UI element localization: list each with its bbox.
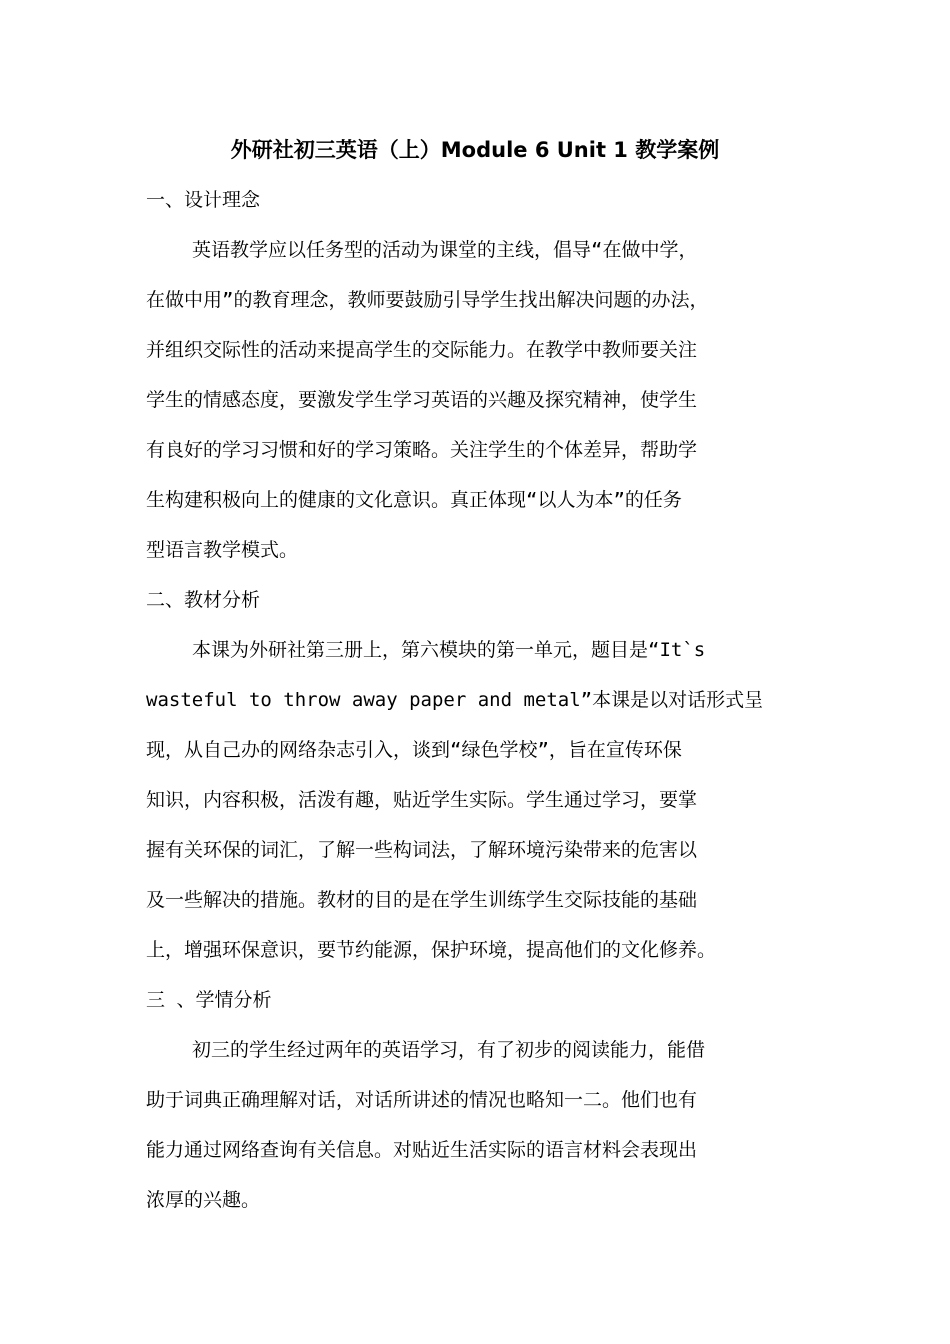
paragraph-line: 学生的情感态度，要激发学生学习英语的兴趣及探究精神，使学生 — [146, 389, 698, 411]
paragraph-line: 上，增强环保意识，要节约能源，保护环境，提高他们的文化修养。 — [146, 939, 717, 961]
paragraph-line: 知识，内容积极，活泼有趣，贴近学生实际。学生通过学习，要掌 — [146, 789, 698, 811]
paragraph-line: 初三的学生经过两年的英语学习，有了初步的阅读能力，能借 — [192, 1039, 706, 1061]
paragraph-line: 本课为外研社第三册上，第六模块的第一单元，题目是“It`s — [192, 639, 706, 661]
paragraph-line: 在做中用”的教育理念，教师要鼓励引导学生找出解决问题的办法， — [146, 289, 709, 311]
paragraph-line: 有良好的学习习惯和好的学习策略。关注学生的个体差异，帮助学 — [146, 439, 698, 461]
section-heading-student-analysis: 三 、学情分析 — [146, 989, 272, 1011]
paragraph-line: 型语言教学模式。 — [146, 539, 299, 561]
paragraph-line: 生构建积极向上的健康的文化意识。真正体现“以人为本”的任务 — [146, 489, 682, 511]
section-heading-textbook-analysis: 二、教材分析 — [146, 589, 261, 611]
paragraph-line: 助于词典正确理解对话，对话所讲述的情况也略知一二。他们也有 — [146, 1089, 698, 1111]
document-title: 外研社初三英语（上）Module 6 Unit 1 教学案例 — [230, 138, 720, 162]
paragraph-line: 浓厚的兴趣。 — [146, 1189, 261, 1211]
paragraph-line: 并组织交际性的活动来提高学生的交际能力。在教学中教师要关注 — [146, 339, 698, 361]
paragraph-line: 现，从自己办的网络杂志引入，谈到“绿色学校”，旨在宣传环保 — [146, 739, 682, 761]
paragraph-line: 能力通过网络查询有关信息。对贴近生活实际的语言材料会表现出 — [146, 1139, 698, 1161]
paragraph-line: 及一些解决的措施。教材的目的是在学生训练学生交际技能的基础 — [146, 889, 698, 911]
paragraph-line: 握有关环保的词汇，了解一些构词法，了解环境污染带来的危害以 — [146, 839, 698, 861]
paragraph-line: wasteful to throw away paper and metal”本课是以对话形式呈 — [146, 689, 764, 711]
paragraph-line: 英语教学应以任务型的活动为课堂的主线，倡导“在做中学， — [192, 239, 698, 261]
section-heading-design-concept: 一、设计理念 — [146, 189, 261, 211]
